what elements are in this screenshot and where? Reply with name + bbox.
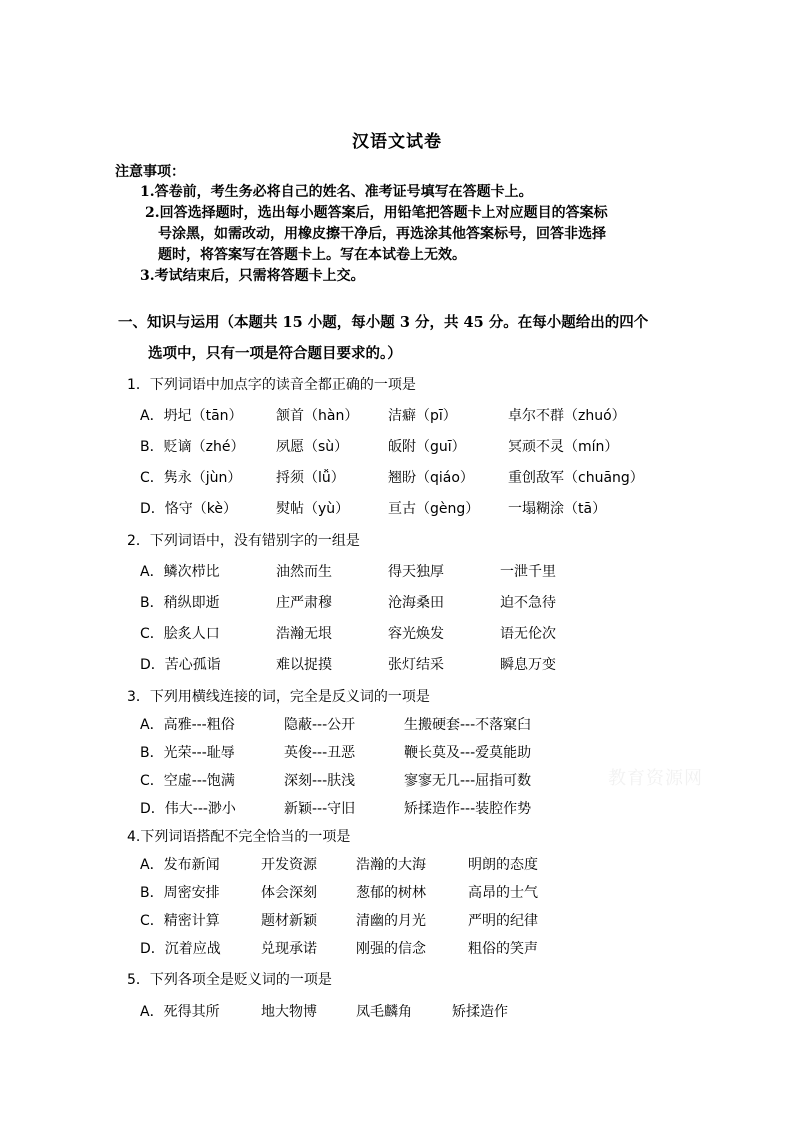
option-text: 夙愿（sù） xyxy=(276,439,349,455)
notice-heading: 注意事项： xyxy=(115,164,185,180)
option-text: A．高雅---粗俗 xyxy=(140,717,235,733)
option-text: 颔首（hàn） xyxy=(276,408,359,424)
option-text: 重创敌军（chuāng） xyxy=(508,470,644,486)
option-text: C．隽永（jùn） xyxy=(140,470,242,486)
notice-item-2: 2.回答选择题时，选出每小题答案后，用铅笔把答题卡上对应题目的答案标 xyxy=(145,205,608,221)
option-text: 张灯结采 xyxy=(388,657,444,673)
option-text: 捋须（lǚ） xyxy=(276,470,345,486)
option-text: D．苦心孤诣 xyxy=(140,657,221,673)
watermark: 教育资源网 xyxy=(608,768,703,789)
option-text: 矫揉造作 xyxy=(452,1004,508,1020)
option-text: 亘古（gèng） xyxy=(388,501,480,517)
notice-item-2-cont-2: 题时，将答案写在答题卡上。写在本试卷上无效。 xyxy=(158,247,466,263)
option-text: 体会深刻 xyxy=(261,885,317,901)
option-text: A．坍圮（tān） xyxy=(140,408,243,424)
option-text: 寥寥无几---屈指可数 xyxy=(404,773,532,789)
option-text: 熨帖（yù） xyxy=(276,501,350,517)
notice-item-1: 1.答卷前，考生务必将自己的姓名、准考证号填写在答题卡上。 xyxy=(140,184,533,200)
question-stem: 5．下列各项全是贬义词的一项是 xyxy=(127,972,332,988)
option-text: 粗俗的笑声 xyxy=(468,941,538,957)
option-text: 严明的纪律 xyxy=(468,913,538,929)
option-text: 浩瀚无垠 xyxy=(276,626,332,642)
option-text: 凤毛麟角 xyxy=(356,1004,412,1020)
option-text: D．伟大---渺小 xyxy=(140,801,236,817)
option-text: B．贬谪（zhé） xyxy=(140,439,245,455)
option-text: 题材新颖 xyxy=(261,913,317,929)
option-text: 翘盼（qiáo） xyxy=(388,470,474,486)
option-text: 容光焕发 xyxy=(388,626,444,642)
option-text: 地大物博 xyxy=(261,1004,317,1020)
option-text: A．发布新闻 xyxy=(140,857,220,873)
option-text: 兑现承诺 xyxy=(261,941,317,957)
option-text: 一泄千里 xyxy=(500,564,556,580)
option-text: 开发资源 xyxy=(261,857,317,873)
option-text: B．光荣---耻辱 xyxy=(140,745,235,761)
notice-item-2-cont: 号涂黑，如需改动，用橡皮擦干净后，再选涂其他答案标号，回答非选择 xyxy=(158,226,606,242)
option-text: 冥顽不灵（mín） xyxy=(508,439,619,455)
option-text: 瞬息万变 xyxy=(500,657,556,673)
option-text: 明朗的态度 xyxy=(468,857,538,873)
option-text: D．恪守（kè） xyxy=(140,501,238,517)
option-text: 难以捉摸 xyxy=(276,657,332,673)
section-heading-line1: 一、知识与运用（本题共 15 小题，每小题 3 分，共 45 分。在每小题给出的四个 xyxy=(118,314,649,331)
option-text: 浩瀚的大海 xyxy=(356,857,426,873)
option-text: 新颖---守旧 xyxy=(284,801,356,817)
option-text: 沧海桑田 xyxy=(388,595,444,611)
option-text: 鞭长莫及---爱莫能助 xyxy=(404,745,532,761)
question-stem: 4.下列词语搭配不完全恰当的一项是 xyxy=(127,829,351,845)
option-text: B．周密安排 xyxy=(140,885,220,901)
option-text: 得天独厚 xyxy=(388,564,444,580)
option-text: A．死得其所 xyxy=(140,1004,220,1020)
option-text: 高昂的士气 xyxy=(468,885,538,901)
option-text: C．空虚---饱满 xyxy=(140,773,235,789)
question-stem: 3．下列用横线连接的词，完全是反义词的一项是 xyxy=(127,689,430,705)
option-text: B．稍纵即逝 xyxy=(140,595,220,611)
option-text: 葱郁的树林 xyxy=(356,885,426,901)
option-text: 清幽的月光 xyxy=(356,913,426,929)
option-text: 卓尔不群（zhuó） xyxy=(508,408,626,424)
option-text: 皈附（guī） xyxy=(388,439,466,455)
option-text: 迫不急待 xyxy=(500,595,556,611)
option-text: 一塌糊涂（tā） xyxy=(508,501,607,517)
option-text: 语无伦次 xyxy=(500,626,556,642)
option-text: 油然而生 xyxy=(276,564,332,580)
notice-item-3: 3.考试结束后，只需将答题卡上交。 xyxy=(140,268,365,284)
option-text: D．沉着应战 xyxy=(140,941,221,957)
option-text: 隐蔽---公开 xyxy=(284,717,356,733)
option-text: C．脍炙人口 xyxy=(140,626,220,642)
section-heading-line2: 选项中，只有一项是符合题目要求的。） xyxy=(148,345,402,362)
option-text: 深刻---肤浅 xyxy=(284,773,356,789)
option-text: 生搬硬套---不落窠臼 xyxy=(404,717,532,733)
question-stem: 1．下列词语中加点字的读音全都正确的一项是 xyxy=(127,377,416,393)
option-text: 矫揉造作---装腔作势 xyxy=(404,801,532,817)
option-text: 庄严肃穆 xyxy=(276,595,332,611)
option-text: A．鳞次栉比 xyxy=(140,564,220,580)
question-stem: 2．下列词语中，没有错别字的一组是 xyxy=(127,533,360,549)
option-text: 洁癖（pī） xyxy=(388,408,457,424)
option-text: 刚强的信念 xyxy=(356,941,426,957)
page-title: 汉语文试卷 xyxy=(352,132,442,152)
option-text: 英俊---丑恶 xyxy=(284,745,356,761)
option-text: C．精密计算 xyxy=(140,913,220,929)
